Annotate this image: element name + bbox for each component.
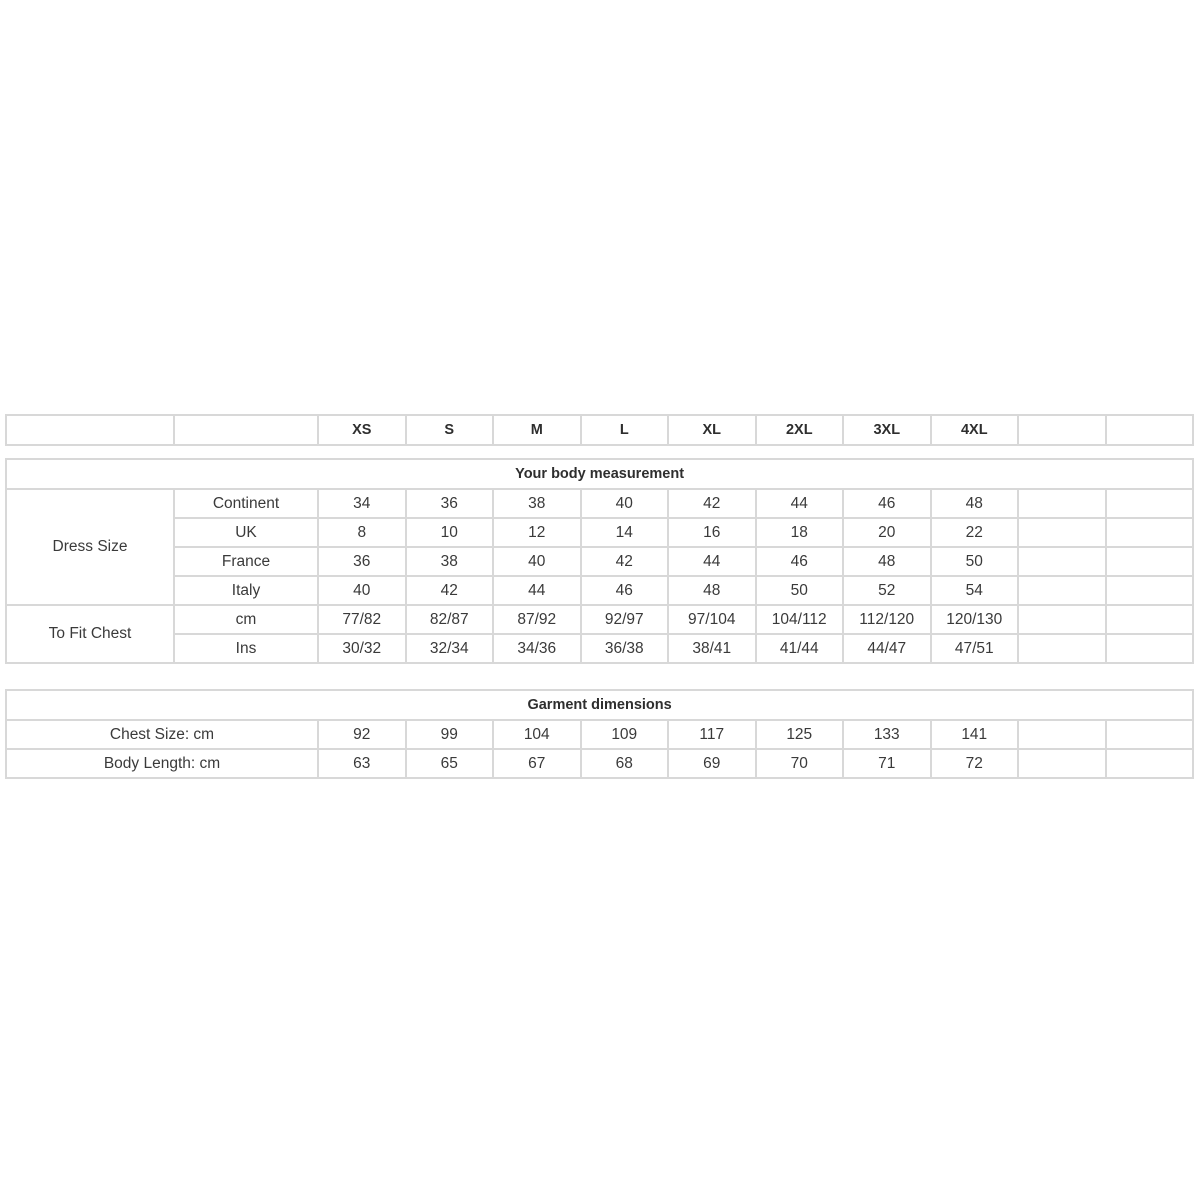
row-label: cm — [174, 605, 318, 634]
empty-cell — [1106, 576, 1194, 605]
empty-cell — [1106, 547, 1194, 576]
value-cell: 92/97 — [581, 605, 669, 634]
value-cell: 40 — [318, 576, 406, 605]
table-row — [6, 576, 1193, 605]
value-cell: 47/51 — [931, 634, 1019, 663]
value-cell: 18 — [756, 518, 844, 547]
empty-cell — [1018, 634, 1106, 663]
value-cell: 104/112 — [756, 605, 844, 634]
value-cell: 69 — [668, 749, 756, 778]
value-cell: 36 — [406, 489, 494, 518]
size-header-cell: M — [493, 415, 581, 445]
value-cell: 104 — [493, 720, 581, 749]
empty-cell — [1106, 605, 1194, 634]
table-row — [6, 605, 1193, 634]
value-cell: 65 — [406, 749, 494, 778]
empty-cell — [1018, 605, 1106, 634]
row-label: Continent — [174, 489, 318, 518]
value-cell: 50 — [756, 576, 844, 605]
value-cell: 54 — [931, 576, 1019, 605]
value-cell: 42 — [406, 576, 494, 605]
value-cell: 10 — [406, 518, 494, 547]
row-label: UK — [174, 518, 318, 547]
value-cell: 44 — [493, 576, 581, 605]
value-cell: 34 — [318, 489, 406, 518]
size-header-cell: XS — [318, 415, 406, 445]
value-cell: 48 — [668, 576, 756, 605]
value-cell: 38 — [406, 547, 494, 576]
row-label: Chest Size: cm — [6, 720, 318, 749]
empty-cell — [1018, 489, 1106, 518]
body-measurement-table — [5, 458, 1194, 664]
to-fit-chest-label: To Fit Chest — [6, 605, 174, 663]
value-cell: 40 — [493, 547, 581, 576]
value-cell: 99 — [406, 720, 494, 749]
value-cell: 48 — [843, 547, 931, 576]
value-cell: 82/87 — [406, 605, 494, 634]
table-row — [6, 547, 1193, 576]
value-cell: 46 — [756, 547, 844, 576]
value-cell: 40 — [581, 489, 669, 518]
size-header-cell: S — [406, 415, 494, 445]
row-label: Body Length: cm — [6, 749, 318, 778]
empty-cell — [1106, 634, 1194, 663]
value-cell: 50 — [931, 547, 1019, 576]
value-cell: 38 — [493, 489, 581, 518]
table-row — [6, 749, 1193, 778]
garment-dimensions-table — [5, 689, 1194, 779]
value-cell: 34/36 — [493, 634, 581, 663]
value-cell: 44 — [756, 489, 844, 518]
value-cell: 42 — [668, 489, 756, 518]
empty-cell — [174, 415, 318, 445]
value-cell: 38/41 — [668, 634, 756, 663]
value-cell: 71 — [843, 749, 931, 778]
value-cell: 16 — [668, 518, 756, 547]
dress-size-label: Dress Size — [6, 489, 174, 605]
size-header-cell: XL — [668, 415, 756, 445]
value-cell: 36 — [318, 547, 406, 576]
empty-cell — [1106, 415, 1194, 445]
value-cell: 30/32 — [318, 634, 406, 663]
value-cell: 77/82 — [318, 605, 406, 634]
value-cell: 67 — [493, 749, 581, 778]
empty-cell — [1106, 749, 1194, 778]
size-header-row — [6, 415, 1193, 445]
empty-cell — [1106, 518, 1194, 547]
empty-cell — [1018, 720, 1106, 749]
value-cell: 32/34 — [406, 634, 494, 663]
value-cell: 141 — [931, 720, 1019, 749]
value-cell: 8 — [318, 518, 406, 547]
value-cell: 133 — [843, 720, 931, 749]
value-cell: 46 — [581, 576, 669, 605]
size-header-cell: 2XL — [756, 415, 844, 445]
value-cell: 41/44 — [756, 634, 844, 663]
table-row — [6, 634, 1193, 663]
value-cell: 63 — [318, 749, 406, 778]
value-cell: 22 — [931, 518, 1019, 547]
value-cell: 120/130 — [931, 605, 1019, 634]
size-header-cell: L — [581, 415, 669, 445]
value-cell: 44 — [668, 547, 756, 576]
value-cell: 12 — [493, 518, 581, 547]
value-cell: 44/47 — [843, 634, 931, 663]
empty-cell — [1018, 749, 1106, 778]
value-cell: 97/104 — [668, 605, 756, 634]
table-row — [6, 518, 1193, 547]
body-measurement-title: Your body measurement — [6, 459, 1193, 489]
value-cell: 125 — [756, 720, 844, 749]
value-cell: 70 — [756, 749, 844, 778]
empty-cell — [1018, 415, 1106, 445]
value-cell: 46 — [843, 489, 931, 518]
section-title-row — [6, 690, 1193, 720]
value-cell: 36/38 — [581, 634, 669, 663]
value-cell: 14 — [581, 518, 669, 547]
value-cell: 109 — [581, 720, 669, 749]
value-cell: 20 — [843, 518, 931, 547]
value-cell: 72 — [931, 749, 1019, 778]
value-cell: 52 — [843, 576, 931, 605]
empty-cell — [1106, 489, 1194, 518]
empty-cell — [1018, 547, 1106, 576]
garment-dimensions-title: Garment dimensions — [6, 690, 1193, 720]
value-cell: 112/120 — [843, 605, 931, 634]
size-header-table — [5, 414, 1194, 446]
table-row — [6, 720, 1193, 749]
empty-cell — [1018, 518, 1106, 547]
size-header-cell: 3XL — [843, 415, 931, 445]
empty-cell — [1106, 720, 1194, 749]
row-label: Italy — [174, 576, 318, 605]
value-cell: 42 — [581, 547, 669, 576]
size-header-cell: 4XL — [931, 415, 1019, 445]
empty-cell — [1018, 576, 1106, 605]
value-cell: 68 — [581, 749, 669, 778]
value-cell: 117 — [668, 720, 756, 749]
value-cell: 48 — [931, 489, 1019, 518]
row-label: France — [174, 547, 318, 576]
value-cell: 87/92 — [493, 605, 581, 634]
table-row — [6, 489, 1193, 518]
value-cell: 92 — [318, 720, 406, 749]
section-title-row — [6, 459, 1193, 489]
empty-cell — [6, 415, 174, 445]
row-label: Ins — [174, 634, 318, 663]
